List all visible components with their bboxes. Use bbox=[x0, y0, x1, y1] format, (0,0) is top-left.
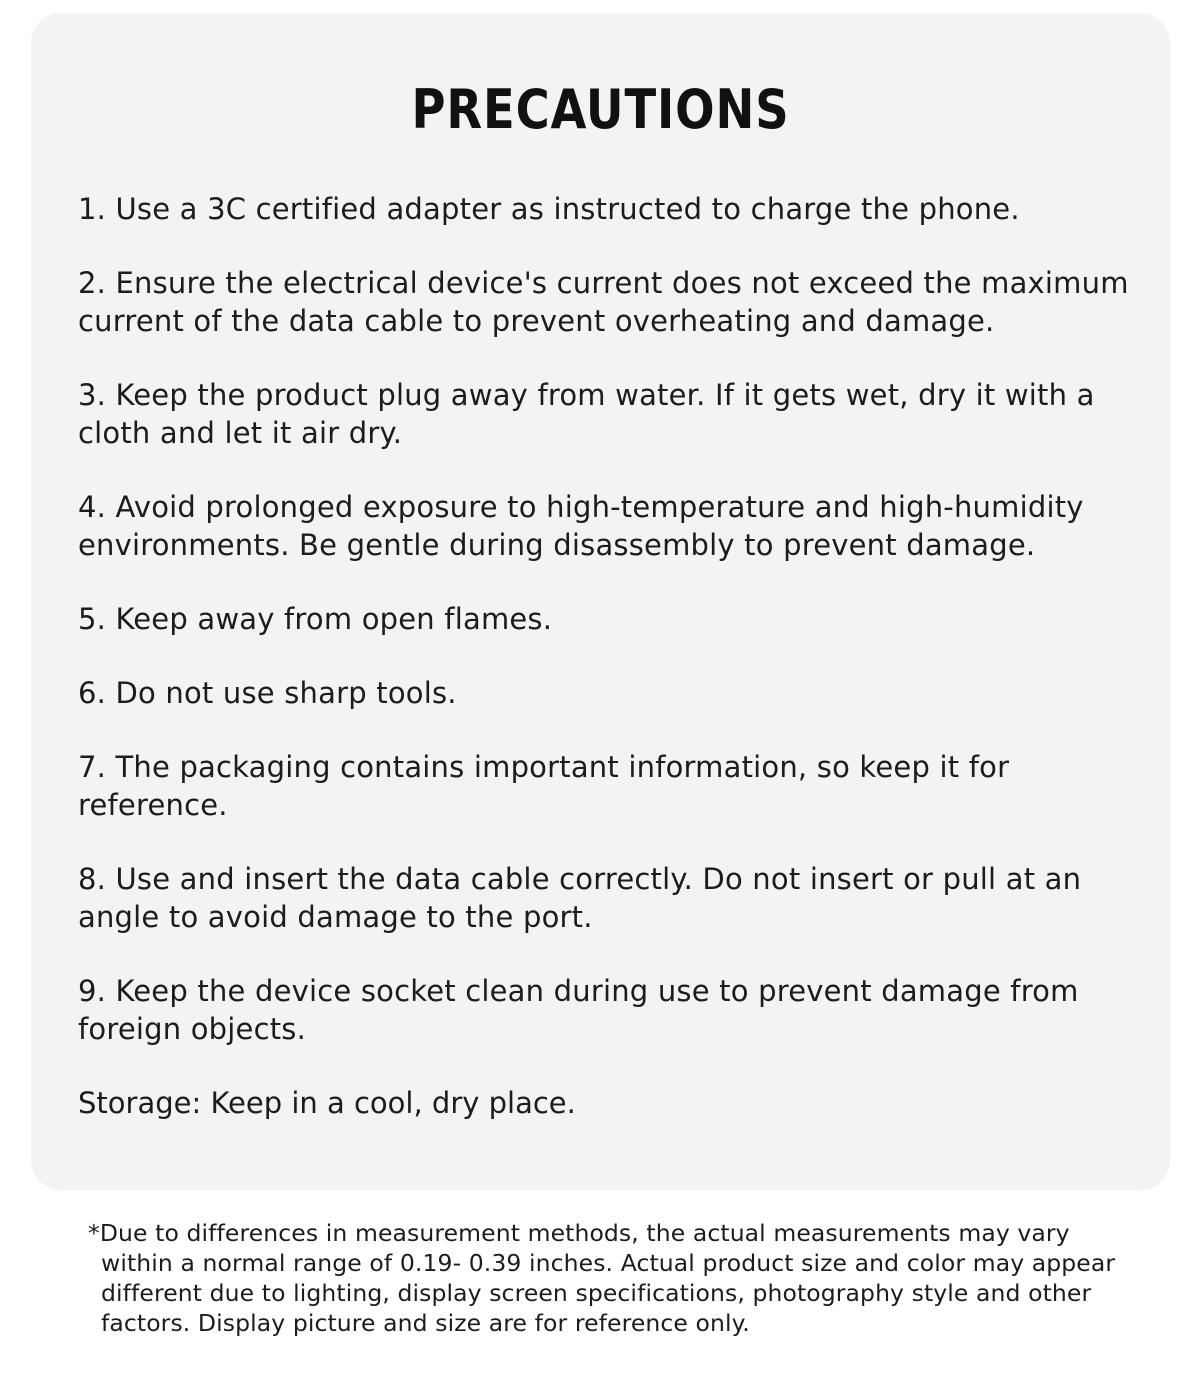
page-title: PRECAUTIONS bbox=[411, 78, 790, 141]
precautions-list bbox=[78, 190, 1148, 1122]
precaution-item-9: 9. Keep the device socket clean during use to prevent damage from foreign objects. bbox=[78, 974, 1079, 1046]
precaution-item-4: 4. Avoid prolonged exposure to high-temperature and high-humidity environments. Be gentle during disassembly to prevent damage. bbox=[78, 490, 1084, 562]
precautions-card bbox=[31, 13, 1170, 1190]
storage-note: Storage: Keep in a cool, dry place. bbox=[78, 1086, 576, 1120]
precaution-item-5: 5. Keep away from open flames. bbox=[78, 602, 553, 636]
precaution-item-6: 6. Do not use sharp tools. bbox=[78, 676, 457, 710]
disclaimer-footnote: *Due to differences in measurement methods, the actual measurements may vary within a normal range of 0.19- 0.39 inches. Actual product size and color may appear different due to lighting, display screen specifications, photography style and other factors. Display picture and size are for reference only. bbox=[88, 1219, 1116, 1337]
precaution-item-7: 7. The packaging contains important information, so keep it for reference. bbox=[78, 750, 1010, 822]
precaution-item-3: 3. Keep the product plug away from water. If it gets wet, dry it with a cloth and let it air dry. bbox=[78, 378, 1095, 450]
precaution-item-1: 1. Use a 3C certified adapter as instructed to charge the phone. bbox=[78, 192, 1020, 226]
precaution-item-8: 8. Use and insert the data cable correctly. Do not insert or pull at an angle to avoid damage to the port. bbox=[78, 862, 1082, 934]
precaution-item-2: 2. Ensure the electrical device's current does not exceed the maximum current of the data cable to prevent overheating and damage. bbox=[78, 266, 1129, 338]
